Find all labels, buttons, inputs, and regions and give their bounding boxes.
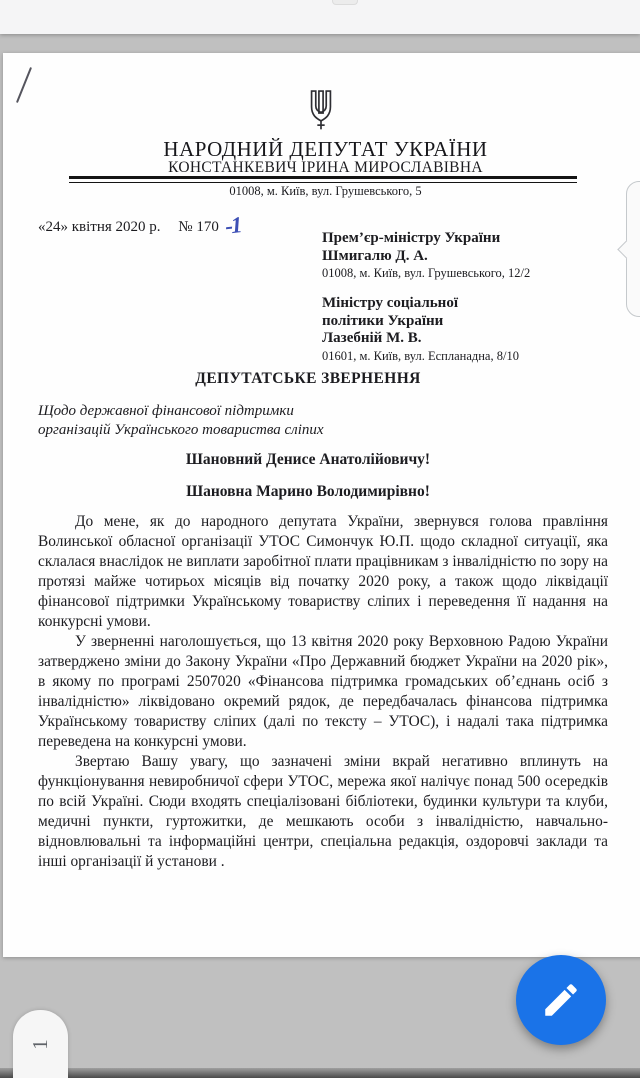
recipient-line: Шмигалю Д. А. xyxy=(322,247,428,264)
recipient-line: Лазебній М. В. xyxy=(322,330,422,346)
letter-number: № 170 xyxy=(178,219,219,235)
letterhead-address: 01008, м. Київ, вул. Грушевського, 5 xyxy=(229,184,422,198)
subject-line: організацій Українського товариства сліпих xyxy=(38,422,324,438)
top-app-bar xyxy=(0,0,640,34)
body-paragraph: У зверненні наголошується, що 13 квітня 2020 року Верховною Радою України затверджено зміни до Закону України «Про Державний бюджет України на 2020 рік», в якому по програмі 2507020 «Фінансова підтримка громадських об’єднань осіб з інвалідністю» ліквідовано окремий рядок, де передбачалась фінансова підтримка Українському товариству сліпих (далі по тексту – УТОС), і надалі така підтримка переведена на конкурсні умови. xyxy=(38,633,608,750)
letterhead-rule xyxy=(69,176,577,183)
recipient-line: Міністру соціальної xyxy=(322,295,458,311)
letterhead-title: НАРОДНИЙ ДЕПУТАТ УКРАЇНИ xyxy=(163,137,488,161)
salutation-2: Шановна Марино Володимирівно! xyxy=(186,483,430,500)
letterhead-deputy-name: КОНСТАНКЕВИЧ ІРИНА МИРОСЛАВІВНА xyxy=(168,159,483,176)
fast-scroll-handle[interactable] xyxy=(626,181,640,317)
recipient-line: Прем’єр-міністру України xyxy=(322,230,501,246)
subject-line: Щодо державної фінансової підтримки xyxy=(38,403,294,419)
recipient-address: 01601, м. Київ, вул. Еспланадна, 8/10 xyxy=(322,348,519,363)
document-title: ДЕПУТАТСЬКЕ ЗВЕРНЕННЯ xyxy=(195,370,421,387)
pencil-icon xyxy=(540,979,582,1021)
document-page[interactable] xyxy=(3,53,640,957)
page-number: 1 xyxy=(28,1038,52,1050)
bottom-edge-bar xyxy=(0,1068,640,1078)
recipient-prime-minister xyxy=(322,230,622,281)
edit-fab-button[interactable] xyxy=(516,955,606,1045)
page-indicator-pill xyxy=(13,1010,68,1078)
salutation-1: Шановний Денисе Анатолійовичу! xyxy=(185,451,431,468)
date-number-line xyxy=(38,211,240,237)
recipient-line: політики України xyxy=(322,312,444,329)
letter-date: «24» квітня 2020 р. xyxy=(38,219,161,235)
body-paragraph: Звертаю Вашу увагу, що зазначені зміни вкрай негативно вплинуть на функціонування невиробничої сфери УТОС, мережа якої налічує понад 500 осередків по всій Україні. Сюди входять спеціалізовані бібліотеки, будинки культури та клуби, медичні пункти, гуртожитки, де мешкають особи з інвалідністю, навчально-відновлювальні та інформаційні центри, спеціальна редакція, оздоровчі заклади та інші організації й установи . xyxy=(38,753,608,870)
body-paragraph: До мене, як до народного депутата України, звернувся голова правління Волинської обласної організації УТОС Симончук Ю.П. щодо складної ситуації, яка склалася внаслідок не виплати заробітної плати працівникам з інвалідністю по зору на протязі майже чотирьох місяців від початку 2020 року, а також щодо ліквідації фінансової підтримки Українському товариству сліпих і переведення її надання на конкурсні умови. xyxy=(38,513,608,630)
handwritten-suffix: -1 xyxy=(223,212,242,239)
recipient-address: 01008, м. Київ, вул. Грушевського, 12/2 xyxy=(322,266,531,280)
tryzub-emblem-icon xyxy=(306,89,336,133)
recipient-social-minister xyxy=(322,295,622,364)
pen-scan-mark xyxy=(16,67,32,103)
letter-body xyxy=(38,512,608,872)
recipients-block xyxy=(322,230,622,364)
subject-block xyxy=(38,402,324,440)
top-handle-tab xyxy=(332,0,358,5)
